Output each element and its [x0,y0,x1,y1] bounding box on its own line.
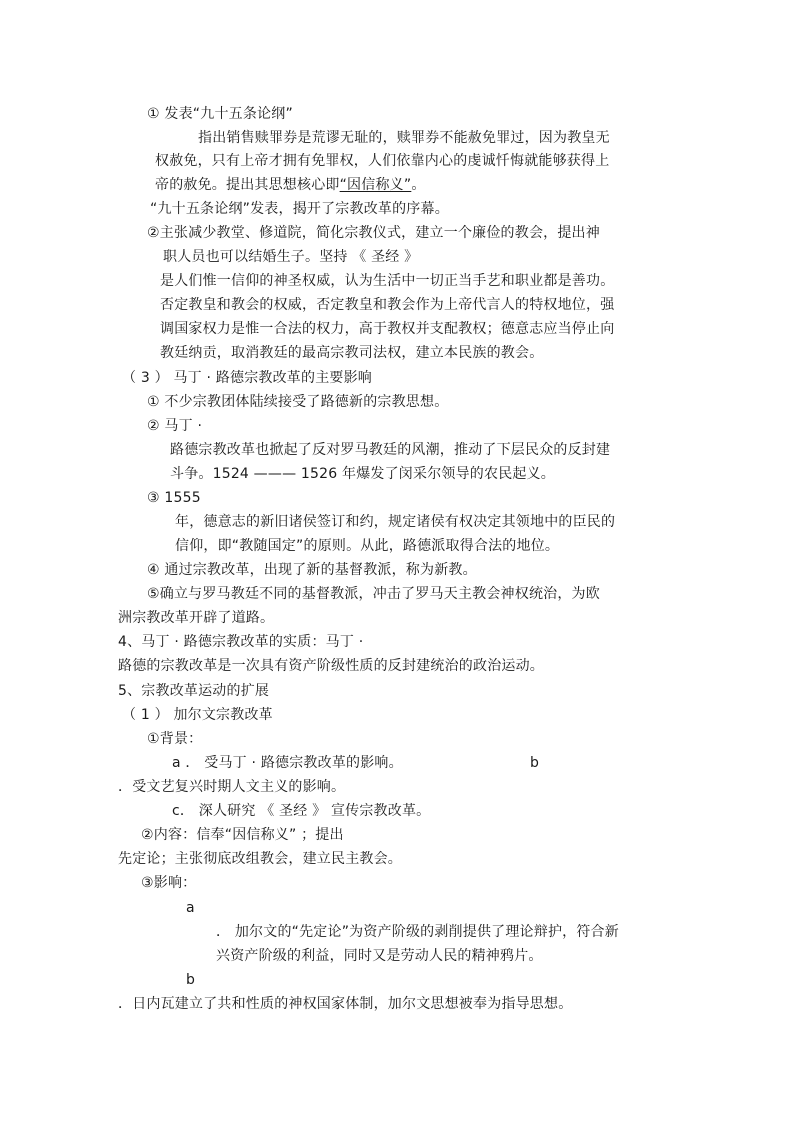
text-line [172,753,403,773]
text-segment: ⑤确立与罗马教廷不同的基督教派，冲击了罗马天主教会神权统治，为欧 [147,586,600,602]
text-segment: c． 深人研究 《 圣经 》 宣传宗教改革。 [172,803,431,819]
text-line [530,753,539,773]
text-segment: ②内容：信奉“因信称义” ；提出 [141,827,344,843]
text-line [118,681,269,701]
text-line [163,247,418,267]
text-segment: b [530,755,540,771]
text-line [155,175,426,195]
text-line [147,488,201,508]
text-line [160,271,614,291]
text-segment: 指出销售赎罪券是荒谬无耻的，赎罪券不能赦免罪过，因为教皇无 [198,130,610,146]
text-segment: ① 不少宗教团体陆续接受了路德新的宗教思想。 [147,394,449,410]
text-line [170,464,555,484]
text-segment: 斗争。1524 ——— 1526 年爆发了闵采尔领导的农民起义。 [170,466,556,482]
text-line [160,295,614,315]
text-line [160,343,543,363]
text-segment: 权赦免，只有上帝才拥有免罪权，人们依靠内心的虔诚忏悔就能够获得上 [155,153,610,169]
text-segment: ①背景： [147,731,203,747]
text-segment: （ 1 ） 加尔文宗教改革 [122,707,273,723]
text-segment: ②主张减少教堂、修道院，简化宗教仪式，建立一个廉俭的教会，提出神 [147,225,600,241]
text-line [122,705,273,725]
text-line [216,946,543,966]
text-segment: “九十五条论纲”发表，揭开了宗教改革的序幕。 [150,201,449,217]
text-line [150,199,449,219]
text-segment: 路德宗教改革也掀起了反对罗马教廷的风潮，推动了下层民众的反封建 [170,442,611,458]
text-segment: a ． 受马丁 · 路德宗教改革的影响。 [172,755,403,771]
text-segment: ③影响： [141,875,197,891]
text-line [147,392,448,412]
text-line [118,656,544,676]
text-line [118,849,402,869]
text-segment: 年，德意志的新旧诸侯签订和约，规定诸侯有权决定其领地中的臣民的 [175,514,616,530]
text-line [155,151,609,171]
text-line [147,560,477,580]
text-line [216,922,619,942]
text-segment: 兴资产阶级的利益，同时又是劳动人民的精神鸦片。 [216,948,543,964]
text-line [175,512,615,532]
text-line [186,970,195,990]
text-segment: 是人们惟一信仰的神圣权威，认为生活中一切正当手艺和职业都是善功。 [160,273,615,289]
text-segment: ① 发表“九十五条论纲” [147,106,293,122]
text-line [118,994,572,1014]
text-line [160,319,614,339]
text-line [141,825,344,845]
text-segment: 调国家权力是惟一合法的权力，高于教权并支配教权；德意志应当停止向 [160,321,615,337]
text-segment: ．日内瓦建立了共和性质的神权国家体制，加尔文思想被奉为指导思想。 [118,996,573,1012]
text-line [147,729,202,749]
text-segment: ③ 1555 [147,490,201,506]
text-segment: 否定教皇和教会的权威，否定教皇和教会作为上帝代言人的特权地位，强 [160,297,615,313]
text-line [147,584,600,604]
text-segment: ④ 通过宗教改革，出现了新的基督教派，称为新教。 [147,562,477,578]
text-segment: 帝的赦免。提出其思想核心即 [155,177,340,193]
text-segment: a [186,900,195,916]
text-line [175,536,559,556]
text-segment: ．受文艺复兴时期人文主义的影响。 [118,779,346,795]
text-segment: 。 [411,177,426,193]
text-segment: 教廷纳贡，取消教廷的最高宗教司法权，建立本民族的教会。 [160,345,544,361]
text-line [170,440,610,460]
text-segment: 职人员也可以结婚生子。坚持 《 圣经 》 [163,249,419,265]
text-line [118,632,363,652]
text-line [147,223,600,243]
text-line [118,608,274,628]
text-line [186,898,195,918]
underlined-text: “因信称义” [339,177,412,193]
text-segment: （ 3 ） 马丁 · 路德宗教改革的主要影响 [122,370,373,386]
text-line [141,873,196,893]
text-segment: 路德的宗教改革是一次具有资产阶级性质的反封建统治的政治运动。 [118,658,544,674]
text-segment: ． 加尔文的“先定论”为资产阶级的剥削提供了理论辩护，符合新 [216,924,619,940]
text-segment: b [186,972,196,988]
text-line [147,104,293,124]
text-line [122,368,372,388]
text-segment: 洲宗教改革开辟了道路。 [118,610,275,626]
text-line [118,777,345,797]
text-line [198,128,610,148]
text-segment: ② 马丁 · [147,418,203,434]
text-line [147,416,202,436]
text-segment: 先定论；主张彻底改组教会，建立民主教会。 [118,851,402,867]
text-segment: 4、马丁 · 路德宗教改革的实质：马丁 · [118,634,364,650]
text-line [172,801,430,821]
text-segment: 信仰，即“教随国定”的原则。从此，路德派取得合法的地位。 [175,538,560,554]
text-segment: 5、宗教改革运动的扩展 [118,683,270,699]
